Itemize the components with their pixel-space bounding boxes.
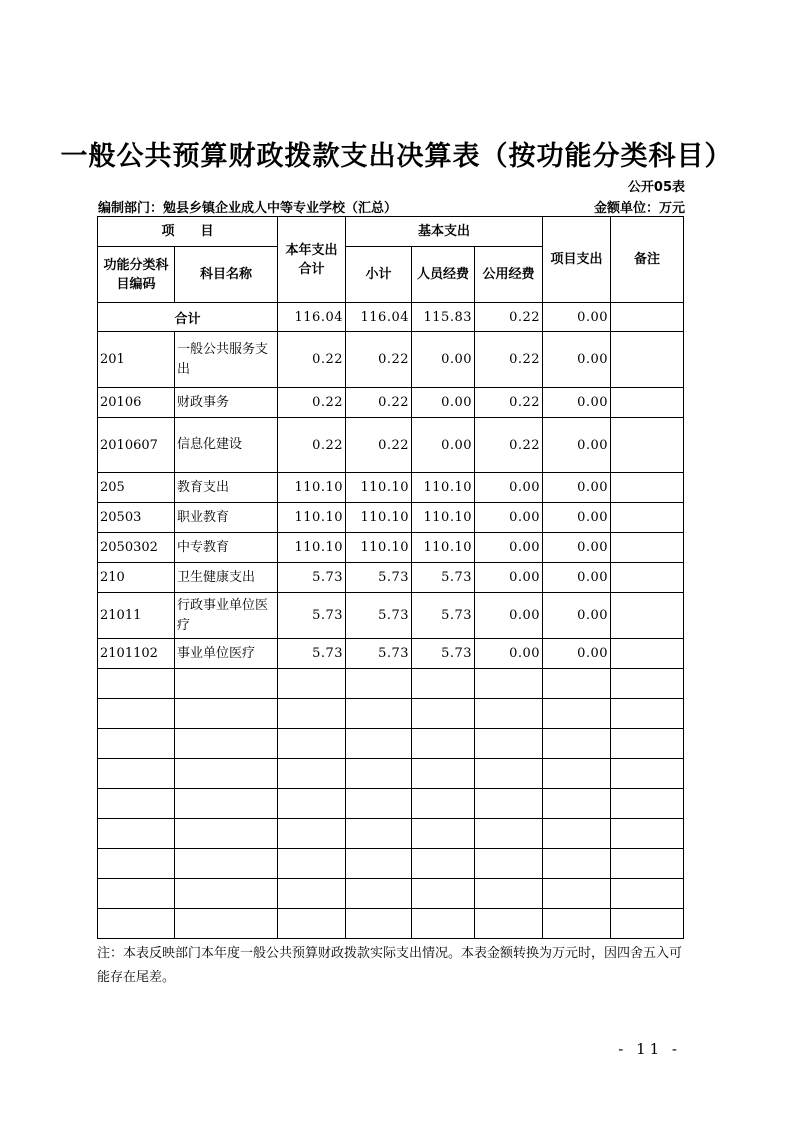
func-code-cell: 210 [98,563,175,593]
personnel-cell: 5.73 [412,563,475,593]
project-cell: 0.00 [543,593,611,639]
header-basic: 基本支出 [346,217,543,247]
empty-row [98,729,684,759]
func-code-cell: 2101102 [98,639,175,669]
subtotal-cell: 0.22 [346,418,412,473]
subtotal-cell: 0.22 [346,332,412,388]
subject-name-cell: 职业教育 [175,503,278,533]
header-func-code [98,247,175,303]
remark-cell [611,503,684,533]
table-row [98,503,684,533]
project-cell: 0.00 [543,563,611,593]
total-cell: 110.10 [278,473,346,503]
total-cell: 5.73 [278,593,346,639]
total-subtotal: 116.04 [346,303,412,332]
public-cell: 0.22 [475,418,543,473]
remark-cell [611,533,684,563]
personnel-cell: 5.73 [412,593,475,639]
subtotal-cell: 110.10 [346,533,412,563]
page-number: - 11 - [618,1040,681,1058]
form-number: 公开05表 [627,180,685,195]
total-cell: 110.10 [278,503,346,533]
subject-name-cell: 事业单位医疗 [175,639,278,669]
empty-row [98,819,684,849]
func-code-cell: 205 [98,473,175,503]
empty-row [98,879,684,909]
project-cell: 0.00 [543,388,611,418]
personnel-cell: 0.00 [412,418,475,473]
empty-row [98,699,684,729]
header-subtotal: 小计 [346,247,412,303]
department-label: 编制部门：勉县乡镇企业成人中等专业学校（汇总） [98,201,398,216]
public-cell: 0.00 [475,639,543,669]
project-cell: 0.00 [543,639,611,669]
remark-cell [611,473,684,503]
subtotal-cell: 110.10 [346,473,412,503]
empty-row [98,849,684,879]
header-public: 公用经费 [475,247,543,303]
total-label: 合计 [98,303,278,332]
public-cell: 0.00 [475,563,543,593]
total-amount: 116.04 [278,303,346,332]
project-cell: 0.00 [543,332,611,388]
remark-cell [611,593,684,639]
total-cell: 5.73 [278,639,346,669]
table-row [98,639,684,669]
total-cell: 0.22 [278,388,346,418]
subject-name-cell: 卫生健康支出 [175,563,278,593]
subject-name-cell: 行政事业单位医疗 [175,593,278,639]
header-remark: 备注 [611,217,684,303]
total-cell: 0.22 [278,418,346,473]
subtotal-cell: 5.73 [346,593,412,639]
header-total [278,217,346,303]
subtotal-cell: 5.73 [346,639,412,669]
header-personnel: 人员经费 [412,247,475,303]
subject-name-cell: 教育支出 [175,473,278,503]
subject-name-cell: 财政事务 [175,388,278,418]
remark-cell [611,563,684,593]
total-personnel: 115.83 [412,303,475,332]
empty-row [98,909,684,939]
project-cell: 0.00 [543,533,611,563]
header-item: 项 目 [98,217,278,247]
func-code-cell: 2010607 [98,418,175,473]
header-func-code-text: 功能分类科目编码 [103,257,169,292]
table-row [98,593,684,639]
empty-row [98,789,684,819]
page-title: 一般公共预算财政拨款支出决算表（按功能分类科目） [60,141,733,172]
table-row [98,473,684,503]
subtotal-cell: 110.10 [346,503,412,533]
public-cell: 0.22 [475,332,543,388]
total-public: 0.22 [475,303,543,332]
public-cell: 0.00 [475,473,543,503]
remark-cell [611,639,684,669]
table-row [98,388,684,418]
table-row [98,332,684,388]
subject-name-cell: 一般公共服务支出 [175,332,278,388]
table-row [98,563,684,593]
personnel-cell: 110.10 [412,503,475,533]
total-row [98,303,684,332]
total-remark [611,303,684,332]
subject-name-cell: 信息化建设 [175,418,278,473]
header-total-text: 本年支出合计 [285,242,338,277]
header-project: 项目支出 [543,217,611,303]
func-code-cell: 2050302 [98,533,175,563]
func-code-cell: 20106 [98,388,175,418]
unit-label: 金额单位：万元 [593,201,685,216]
func-code-cell: 21011 [98,593,175,639]
total-cell: 110.10 [278,533,346,563]
total-cell: 5.73 [278,563,346,593]
public-cell: 0.00 [475,503,543,533]
total-cell: 0.22 [278,332,346,388]
func-code-cell: 20503 [98,503,175,533]
total-project: 0.00 [543,303,611,332]
public-cell: 0.22 [475,388,543,418]
subtotal-cell: 0.22 [346,388,412,418]
subtotal-cell: 5.73 [346,563,412,593]
personnel-cell: 5.73 [412,639,475,669]
personnel-cell: 0.00 [412,388,475,418]
subject-name-cell: 中专教育 [175,533,278,563]
remark-cell [611,332,684,388]
project-cell: 0.00 [543,503,611,533]
public-cell: 0.00 [475,533,543,563]
table-row [98,418,684,473]
table-row [98,533,684,563]
project-cell: 0.00 [543,473,611,503]
empty-row [98,759,684,789]
remark-cell [611,388,684,418]
table-note: 注：本表反映部门本年度一般公共预算财政拨款实际支出情况。本表金额转换为万元时，因四舍五入可能存在尾差。 [97,946,683,985]
project-cell: 0.00 [543,418,611,473]
func-code-cell: 201 [98,332,175,388]
personnel-cell: 110.10 [412,473,475,503]
personnel-cell: 0.00 [412,332,475,388]
expenditure-table [97,216,684,939]
personnel-cell: 110.10 [412,533,475,563]
public-cell: 0.00 [475,593,543,639]
remark-cell [611,418,684,473]
header-subject-name: 科目名称 [175,247,278,303]
empty-row [98,669,684,699]
